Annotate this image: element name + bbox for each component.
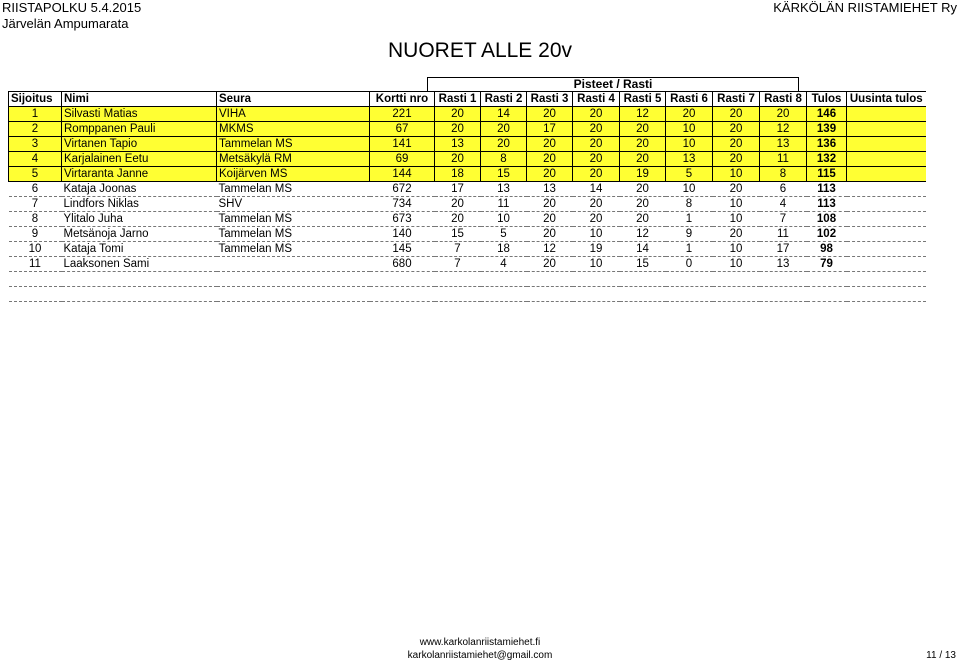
- name-cell: Kataja Joonas: [62, 182, 217, 197]
- rerun-cell: [847, 242, 926, 257]
- rerun-cell: [847, 212, 926, 227]
- rerun-cell: [847, 122, 926, 137]
- column-header: Rasti 3: [527, 92, 573, 107]
- checkpoint-score-cell: 13: [666, 152, 713, 167]
- checkpoint-score-cell: 20: [527, 137, 573, 152]
- checkpoint-score-cell: 20: [713, 107, 760, 122]
- table-row: [9, 107, 926, 122]
- checkpoint-score-cell: 19: [620, 167, 666, 182]
- card-number-cell: 221: [370, 107, 435, 122]
- checkpoint-score-cell: 8: [666, 197, 713, 212]
- table-row: [9, 137, 926, 152]
- empty-cell: [527, 287, 573, 302]
- header-event: RIISTAPOLKU 5.4.2015: [2, 0, 142, 15]
- checkpoint-score-cell: 20: [620, 152, 666, 167]
- checkpoint-score-cell: 20: [435, 107, 481, 122]
- table-row: [9, 257, 926, 272]
- name-cell: Lindfors Niklas: [62, 197, 217, 212]
- column-header: Uusinta tulos: [847, 92, 926, 107]
- footer-website[interactable]: www.karkolanriistamiehet.fi: [419, 637, 541, 648]
- club-cell: Tammelan MS: [217, 227, 370, 242]
- header-venue: Järvelän Ampumarata: [2, 16, 129, 31]
- total-cell: 113: [807, 182, 847, 197]
- checkpoint-score-cell: 20: [573, 212, 620, 227]
- empty-cell: [62, 287, 217, 302]
- empty-cell: [620, 272, 666, 287]
- total-cell: 132: [807, 152, 847, 167]
- checkpoint-score-cell: 8: [481, 152, 527, 167]
- rank-cell: 10: [9, 242, 62, 257]
- total-cell: 139: [807, 122, 847, 137]
- empty-cell: [481, 287, 527, 302]
- checkpoint-score-cell: 10: [713, 197, 760, 212]
- checkpoint-score-cell: 20: [481, 122, 527, 137]
- card-number-cell: 673: [370, 212, 435, 227]
- club-cell: SHV: [217, 197, 370, 212]
- rank-cell: 6: [9, 182, 62, 197]
- name-cell: Romppanen Pauli: [62, 122, 217, 137]
- card-number-cell: 145: [370, 242, 435, 257]
- name-cell: Ylitalo Juha: [62, 212, 217, 227]
- name-cell: Kataja Tomi: [62, 242, 217, 257]
- empty-row: [9, 287, 926, 302]
- empty-cell: [481, 272, 527, 287]
- empty-cell: [847, 272, 926, 287]
- checkpoint-score-cell: 20: [620, 182, 666, 197]
- empty-cell: [370, 287, 435, 302]
- checkpoint-score-cell: 5: [481, 227, 527, 242]
- empty-cell: [620, 287, 666, 302]
- column-header: Rasti 2: [481, 92, 527, 107]
- total-cell: 115: [807, 167, 847, 182]
- checkpoint-score-cell: 20: [760, 107, 807, 122]
- checkpoint-score-cell: 17: [435, 182, 481, 197]
- checkpoint-score-cell: 4: [481, 257, 527, 272]
- checkpoint-score-cell: 20: [573, 152, 620, 167]
- checkpoint-score-cell: 11: [760, 152, 807, 167]
- club-cell: VIHA: [217, 107, 370, 122]
- column-header: Kortti nro: [370, 92, 435, 107]
- checkpoint-score-cell: 10: [713, 257, 760, 272]
- total-cell: 108: [807, 212, 847, 227]
- rank-cell: 8: [9, 212, 62, 227]
- checkpoint-score-cell: 15: [620, 257, 666, 272]
- column-header: Rasti 1: [435, 92, 481, 107]
- checkpoint-score-cell: 20: [713, 152, 760, 167]
- empty-cell: [807, 272, 847, 287]
- checkpoint-score-cell: 20: [435, 212, 481, 227]
- name-cell: Laaksonen Sami: [62, 257, 217, 272]
- rerun-cell: [847, 257, 926, 272]
- total-cell: 136: [807, 137, 847, 152]
- checkpoint-score-cell: 20: [435, 122, 481, 137]
- column-header: Rasti 5: [620, 92, 666, 107]
- checkpoint-score-cell: 6: [760, 182, 807, 197]
- table-row: [9, 122, 926, 137]
- club-cell: [217, 257, 370, 272]
- name-cell: Silvasti Matias: [62, 107, 217, 122]
- table-row: [9, 152, 926, 167]
- checkpoint-score-cell: 11: [481, 197, 527, 212]
- rank-cell: 1: [9, 107, 62, 122]
- empty-cell: [847, 287, 926, 302]
- column-header: Rasti 7: [713, 92, 760, 107]
- empty-cell: [9, 272, 62, 287]
- empty-cell: [666, 272, 713, 287]
- checkpoint-score-cell: 10: [666, 182, 713, 197]
- checkpoint-score-cell: 17: [527, 122, 573, 137]
- checkpoint-score-cell: 13: [760, 257, 807, 272]
- card-number-cell: 734: [370, 197, 435, 212]
- checkpoint-score-cell: 12: [527, 242, 573, 257]
- results-body: [9, 107, 926, 302]
- rank-cell: 5: [9, 167, 62, 182]
- checkpoint-score-cell: 20: [666, 107, 713, 122]
- empty-cell: [573, 287, 620, 302]
- checkpoint-score-cell: 13: [760, 137, 807, 152]
- rerun-cell: [847, 137, 926, 152]
- checkpoint-score-cell: 10: [481, 212, 527, 227]
- checkpoint-score-cell: 8: [760, 167, 807, 182]
- checkpoint-score-cell: 20: [527, 227, 573, 242]
- checkpoint-score-cell: 20: [713, 182, 760, 197]
- checkpoint-score-cell: 12: [760, 122, 807, 137]
- rerun-cell: [847, 167, 926, 182]
- checkpoint-score-cell: 9: [666, 227, 713, 242]
- checkpoint-score-cell: 18: [435, 167, 481, 182]
- checkpoint-score-cell: 13: [527, 182, 573, 197]
- rerun-cell: [847, 227, 926, 242]
- empty-cell: [666, 287, 713, 302]
- empty-row: [9, 272, 926, 287]
- checkpoint-score-cell: 20: [620, 212, 666, 227]
- checkpoint-score-cell: 1: [666, 242, 713, 257]
- card-number-cell: 144: [370, 167, 435, 182]
- checkpoint-score-cell: 20: [527, 257, 573, 272]
- empty-cell: [527, 272, 573, 287]
- empty-cell: [713, 287, 760, 302]
- club-cell: Tammelan MS: [217, 182, 370, 197]
- empty-cell: [217, 272, 370, 287]
- card-number-cell: 680: [370, 257, 435, 272]
- rerun-cell: [847, 152, 926, 167]
- checkpoint-score-cell: 10: [713, 212, 760, 227]
- column-header: Tulos: [807, 92, 847, 107]
- checkpoint-score-cell: 20: [573, 122, 620, 137]
- card-number-cell: 69: [370, 152, 435, 167]
- checkpoint-score-cell: 20: [573, 167, 620, 182]
- empty-cell: [435, 272, 481, 287]
- checkpoint-score-cell: 1: [666, 212, 713, 227]
- checkpoint-score-cell: 20: [713, 227, 760, 242]
- checkpoint-score-cell: 10: [713, 167, 760, 182]
- rank-cell: 3: [9, 137, 62, 152]
- checkpoint-score-cell: 20: [435, 197, 481, 212]
- column-header: Rasti 4: [573, 92, 620, 107]
- rerun-cell: [847, 107, 926, 122]
- column-header: Sijoitus: [9, 92, 62, 107]
- checkpoint-score-cell: 0: [666, 257, 713, 272]
- checkpoint-score-cell: 12: [620, 227, 666, 242]
- empty-cell: [62, 272, 217, 287]
- group-header: Pisteet / Rasti: [427, 77, 799, 91]
- header-row: [9, 92, 926, 107]
- table-row: [9, 167, 926, 182]
- column-header: Nimi: [62, 92, 217, 107]
- checkpoint-score-cell: 11: [760, 227, 807, 242]
- empty-cell: [9, 287, 62, 302]
- checkpoint-score-cell: 17: [760, 242, 807, 257]
- table-row: [9, 182, 926, 197]
- checkpoint-score-cell: 13: [481, 182, 527, 197]
- empty-cell: [760, 272, 807, 287]
- checkpoint-score-cell: 4: [760, 197, 807, 212]
- checkpoint-score-cell: 12: [620, 107, 666, 122]
- checkpoint-score-cell: 20: [435, 152, 481, 167]
- checkpoint-score-cell: 20: [481, 137, 527, 152]
- checkpoint-score-cell: 18: [481, 242, 527, 257]
- checkpoint-score-cell: 14: [620, 242, 666, 257]
- name-cell: Metsänoja Jarno: [62, 227, 217, 242]
- club-cell: Metsäkylä RM: [217, 152, 370, 167]
- column-header: Seura: [217, 92, 370, 107]
- club-cell: Tammelan MS: [217, 137, 370, 152]
- rank-cell: 4: [9, 152, 62, 167]
- empty-cell: [713, 272, 760, 287]
- rank-cell: 11: [9, 257, 62, 272]
- checkpoint-score-cell: 10: [666, 122, 713, 137]
- name-cell: Karjalainen Eetu: [62, 152, 217, 167]
- checkpoint-score-cell: 20: [527, 197, 573, 212]
- checkpoint-score-cell: 20: [527, 152, 573, 167]
- club-cell: Tammelan MS: [217, 212, 370, 227]
- checkpoint-score-cell: 10: [666, 137, 713, 152]
- page-number: 11 / 13: [926, 650, 956, 661]
- checkpoint-score-cell: 20: [713, 122, 760, 137]
- checkpoint-score-cell: 15: [435, 227, 481, 242]
- checkpoint-score-cell: 20: [527, 167, 573, 182]
- checkpoint-score-cell: 20: [620, 122, 666, 137]
- checkpoint-score-cell: 10: [573, 257, 620, 272]
- rank-cell: 2: [9, 122, 62, 137]
- checkpoint-score-cell: 10: [573, 227, 620, 242]
- results-table: [8, 91, 926, 302]
- table-row: [9, 227, 926, 242]
- checkpoint-score-cell: 19: [573, 242, 620, 257]
- rerun-cell: [847, 182, 926, 197]
- table-row: [9, 242, 926, 257]
- footer-email[interactable]: karkolanriistamiehet@gmail.com: [407, 650, 553, 661]
- card-number-cell: 672: [370, 182, 435, 197]
- checkpoint-score-cell: 20: [527, 212, 573, 227]
- total-cell: 102: [807, 227, 847, 242]
- card-number-cell: 140: [370, 227, 435, 242]
- checkpoint-score-cell: 20: [620, 197, 666, 212]
- club-cell: Tammelan MS: [217, 242, 370, 257]
- empty-cell: [573, 272, 620, 287]
- rank-cell: 9: [9, 227, 62, 242]
- name-cell: Virtaranta Janne: [62, 167, 217, 182]
- club-cell: Koijärven MS: [217, 167, 370, 182]
- checkpoint-score-cell: 10: [713, 242, 760, 257]
- total-cell: 79: [807, 257, 847, 272]
- total-cell: 113: [807, 197, 847, 212]
- checkpoint-score-cell: 20: [527, 107, 573, 122]
- rerun-cell: [847, 197, 926, 212]
- checkpoint-score-cell: 7: [435, 242, 481, 257]
- checkpoint-score-cell: 14: [481, 107, 527, 122]
- checkpoint-score-cell: 13: [435, 137, 481, 152]
- checkpoint-score-cell: 15: [481, 167, 527, 182]
- club-cell: MKMS: [217, 122, 370, 137]
- checkpoint-score-cell: 7: [435, 257, 481, 272]
- checkpoint-score-cell: 20: [573, 197, 620, 212]
- empty-cell: [807, 287, 847, 302]
- card-number-cell: 67: [370, 122, 435, 137]
- checkpoint-score-cell: 20: [620, 137, 666, 152]
- rank-cell: 7: [9, 197, 62, 212]
- checkpoint-score-cell: 20: [573, 107, 620, 122]
- checkpoint-score-cell: 20: [713, 137, 760, 152]
- checkpoint-score-cell: 5: [666, 167, 713, 182]
- checkpoint-score-cell: 7: [760, 212, 807, 227]
- page-title: NUORET ALLE 20v: [387, 39, 573, 62]
- total-cell: 146: [807, 107, 847, 122]
- card-number-cell: 141: [370, 137, 435, 152]
- table-row: [9, 197, 926, 212]
- checkpoint-score-cell: 14: [573, 182, 620, 197]
- empty-cell: [217, 287, 370, 302]
- column-header: Rasti 6: [666, 92, 713, 107]
- name-cell: Virtanen Tapio: [62, 137, 217, 152]
- table-row: [9, 212, 926, 227]
- empty-cell: [370, 272, 435, 287]
- total-cell: 98: [807, 242, 847, 257]
- column-header: Rasti 8: [760, 92, 807, 107]
- empty-cell: [760, 287, 807, 302]
- checkpoint-score-cell: 20: [573, 137, 620, 152]
- header-organizer: KÄRKÖLÄN RIISTAMIEHET Ry: [773, 0, 957, 15]
- empty-cell: [435, 287, 481, 302]
